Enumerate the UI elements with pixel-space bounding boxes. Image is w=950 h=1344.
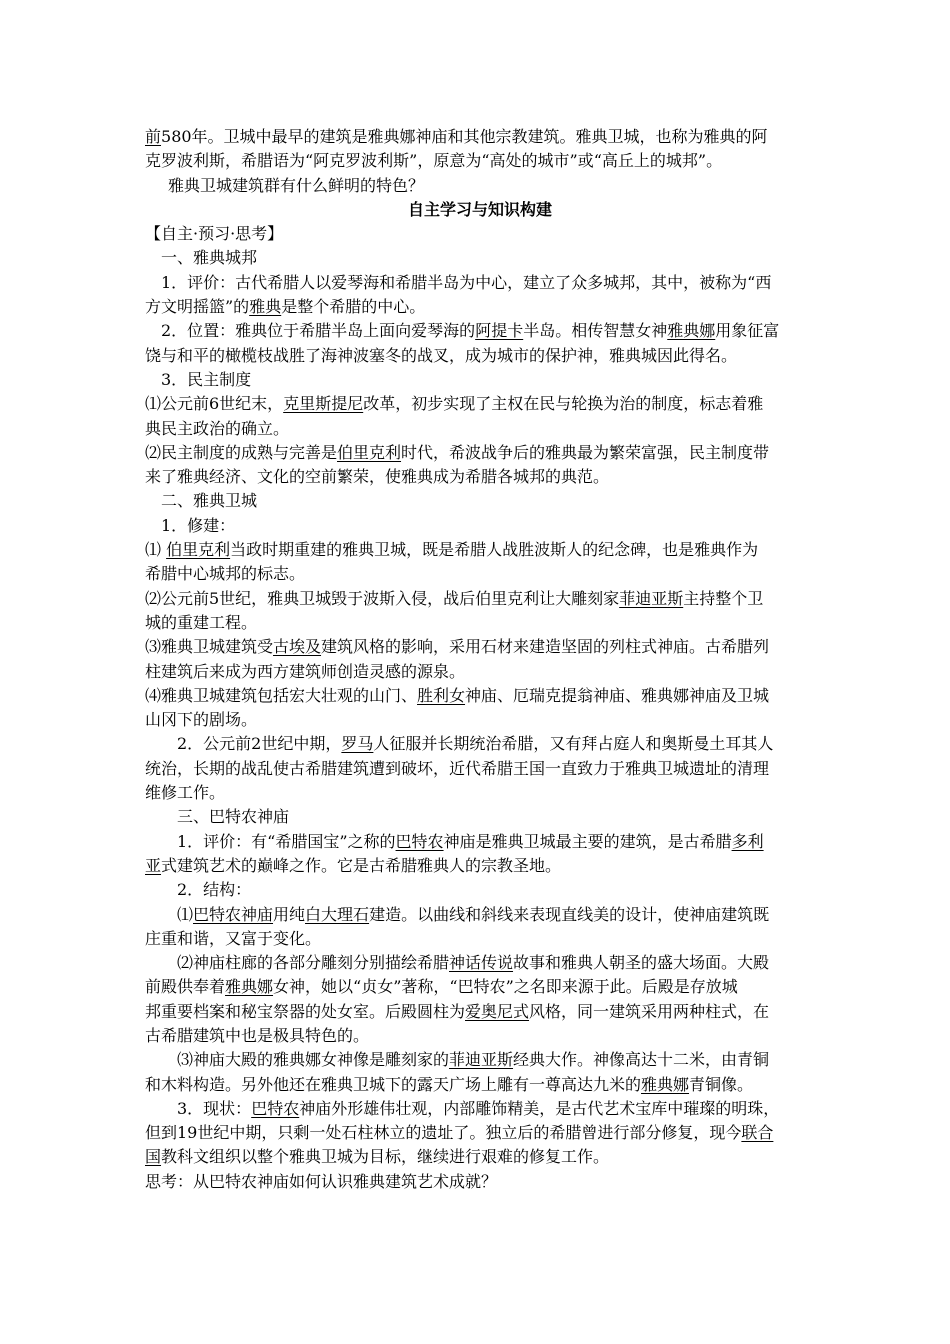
s2-b-line-1 [145,587,815,611]
underlined-term: 菲迪亚斯 [619,588,684,608]
reflection-question: 思考：从巴特农神庙如何认识雅典建筑艺术成就？ [145,1171,498,1191]
text-span: ⑶神庙大殿的雅典娜女神像是雕刻家的 [177,1050,450,1070]
text-span: 改革，初步实现了主权在民与轮换为治的制度，标志着雅 [363,394,764,414]
s1-p1-line-1: 1．评价：古代希腊人以爱琴海和希腊半岛为中心，建立了众多城邦，其中，被称为“西 [161,272,772,292]
text-span: 女神，她以“贞女”著称，“巴特农”之名即来源于此。后殿是存放城 [273,977,738,997]
s3-p1-line-2 [145,854,815,878]
text-span: 2．位置：雅典位于希腊半岛上面向爱琴海的 [161,321,476,341]
s3-a-line-2: 庄重和谐，又富于变化。 [145,928,322,948]
s3-p1-line-1 [145,830,815,854]
s3-b-line-3 [145,1000,815,1024]
heading-parthenon: 三、巴特农神庙 [177,807,290,827]
underlined-term: 前 [145,127,162,146]
underlined-term: 巴特农 [251,1098,300,1118]
s2-p1-heading: 1．修建： [161,515,236,535]
text-span: 3．现状： [177,1098,252,1118]
underlined-term: 伯里克利 [166,540,231,560]
text-span: 建造。以曲线和斜线来表现直线美的设计，使神庙建筑既 [369,904,770,924]
s2-c-line-1 [145,635,815,659]
underlined-term: 阿提卡 [475,321,524,341]
underlined-term: 巴特农神庙 [193,904,274,924]
s3-p3-line-3 [145,1145,815,1169]
text-span: 580年。卫城中最早的建筑是雅典娜神庙和其他宗教建筑。雅典卫城，也称为雅典的阿 [161,127,768,146]
intro-question: 雅典卫城建筑群有什么鲜明的特色？ [168,175,425,195]
underlined-term: 胜利女 [417,685,466,705]
s3-p2-heading: 2．结构： [177,880,252,900]
text-span: 邦重要档案和秘宝祭器的处女室。后殿圆柱为 [145,1001,466,1021]
s1-p2-line-2: 饶与和平的橄榄枝战胜了海神波塞冬的战叉，成为城市的保护神，雅典城因此得名。 [145,345,738,365]
text-span: 教科文组织以整个雅典卫城为目标，继续进行艰难的修复工作。 [161,1147,610,1167]
section-title: 自主学习与知识构建 [407,199,552,219]
underlined-term: 白大理石 [305,904,370,924]
text-span: ⑴ [145,540,167,560]
s2-d-line-1 [145,684,815,708]
text-span: 1．评价：有“希腊国宝”之称的 [177,831,396,851]
underlined-term: 联合 [741,1123,774,1143]
text-span: 主持整个卫 [683,588,764,608]
text-span: 青铜像。 [689,1074,754,1094]
underlined-term: 雅典 [249,297,282,317]
text-span: 神庙是雅典卫城最主要的建筑，是古希腊 [443,831,732,851]
text-span: 用纯 [273,904,306,924]
underlined-term: 神话传说 [449,953,514,973]
s2-a-line-1 [145,538,815,562]
underlined-term: 巴特农 [395,831,444,851]
underlined-term: 雅典娜 [667,321,716,341]
text-span: ⑴ [177,904,194,924]
underlined-term: 雅典娜 [641,1074,690,1094]
text-span: 前殿供奉着 [145,977,226,997]
text-span: ⑶雅典卫城建筑受 [145,637,274,657]
text-span: 故事和雅典人朝圣的盛大场面。大殿 [513,953,770,973]
text-span: 式建筑艺术的巅峰之作。它是古希腊雅典人的宗教圣地。 [161,855,562,875]
bracket-heading: 【自主·预习·思考】 [145,224,284,244]
text-span: ⑴公元前6世纪末， [145,394,284,414]
s2-a-line-2: 希腊中心城邦的标志。 [145,564,306,584]
text-span: 方文明摇篮”的 [145,297,250,317]
text-span: 半岛。相传智慧女神 [523,321,668,341]
s2-d-line-2: 山冈下的剧场。 [145,710,258,730]
s1-p2-line-1 [145,319,815,343]
text-span: 建筑风格的影响，采用石材来建造坚固的列柱式神庙。古希腊列 [321,637,770,657]
underlined-term: 菲迪亚斯 [449,1050,514,1070]
s3-b-line-1 [145,951,815,975]
text-span: ⑵公元前5世纪，雅典卫城毁于波斯入侵，战后伯里克利让大雕刻家 [145,588,620,608]
s1-p3a-line-1 [145,392,815,416]
underlined-term: 古埃及 [273,637,322,657]
s1-p3b-line-2: 来了雅典经济、文化的空前繁荣，使雅典成为希腊各城邦的典范。 [145,467,610,487]
text-span: 人征服并长期统治希腊，又有拜占庭人和奥斯曼土耳其人 [373,734,774,754]
s3-p3-line-2 [145,1121,815,1145]
s3-b-line-2 [145,975,815,999]
s2-b-line-2: 城的重建工程。 [145,612,258,632]
text-span: 2．公元前2世纪中期， [177,734,342,754]
s2-p2-line-1 [145,732,815,756]
s3-a-line-1 [145,903,815,927]
s3-b-line-4: 古希腊建筑中也是极具特色的。 [145,1025,370,1045]
text-span: 经典大作。神像高达十二米，由青铜 [513,1050,770,1070]
text-span: 是整个希腊的中心。 [281,297,426,317]
underlined-term: 克里斯提尼 [283,394,364,414]
underlined-term: 雅典娜 [225,977,274,997]
underlined-term: 爱奥尼式 [465,1001,530,1021]
text-span: 时代，希波战争后的雅典最为繁荣富强，民主制度带 [401,442,770,462]
s3-c-line-1 [145,1048,815,1072]
intro-line-2: 克罗波利斯，希腊语为“阿克罗波利斯”，原意为“高处的城市”或“高丘上的城邦”。 [145,151,723,171]
s2-p2-line-3: 维修工作。 [145,783,226,803]
text-span: 当政时期重建的雅典卫城，既是希腊人战胜波斯人的纪念碑，也是雅典作为 [230,540,759,560]
s2-p2-line-2: 统治，长期的战乱使古希腊建筑遭到破坏，近代希腊王国一直致力于雅典卫城遗址的清理 [145,758,770,778]
s1-p3-heading: 3．民主制度 [161,369,252,389]
s1-p1-line-2 [145,295,815,319]
heading-athens-city-state: 一、雅典城邦 [161,248,258,268]
s3-p3-line-1 [145,1097,815,1121]
page-content [145,125,815,1194]
text-span: 神庙外形雄伟壮观，内部雕饰精美，是古代艺术宝库中璀璨的明珠， [299,1098,780,1118]
intro-line-1 [145,125,815,149]
text-span: ⑵神庙柱廊的各部分雕刻分别描绘希腊 [177,953,450,973]
underlined-term: 多利 [731,831,764,851]
underlined-term: 亚 [145,855,162,875]
s1-p3b-line-1 [145,441,815,465]
text-span: 神庙、厄瑞克提翁神庙、雅典娜神庙及卫城 [465,685,770,705]
text-span: 用象征富 [715,321,780,341]
underlined-term: 国 [145,1147,162,1167]
text-span: ⑷雅典卫城建筑包括宏大壮观的山门、 [145,685,418,705]
text-span: 和木料构造。另外他还在雅典卫城下的露天广场上雕有一尊高达九米的 [145,1074,642,1094]
underlined-term: 伯里克利 [337,442,402,462]
underlined-term: 罗马 [341,734,374,754]
text-span: ⑵民主制度的成熟与完善是 [145,442,338,462]
s3-c-line-2 [145,1073,815,1097]
heading-acropolis: 二、雅典卫城 [161,491,258,511]
text-span: 但到19世纪中期，只剩一处石柱林立的遗址了。独立后的希腊曾进行部分修复，现今 [145,1123,742,1143]
s2-c-line-2: 柱建筑后来成为西方建筑师创造灵感的源泉。 [145,661,466,681]
text-span: 风格，同一建筑采用两种柱式，在 [529,1001,770,1021]
s1-p3a-line-2: 典民主政治的确立。 [145,418,290,438]
